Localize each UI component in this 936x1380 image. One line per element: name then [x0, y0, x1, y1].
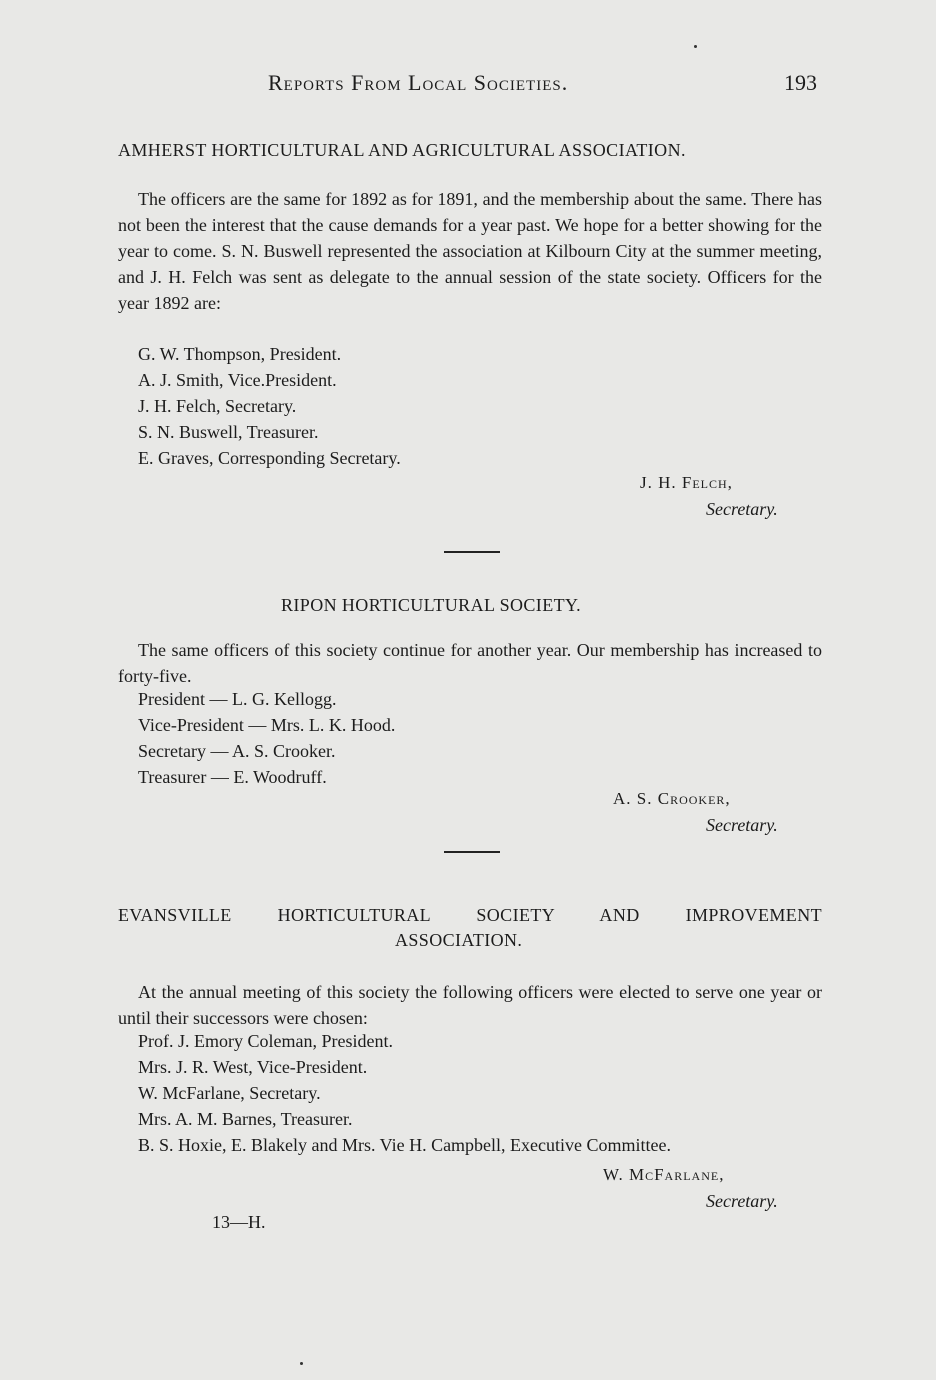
- officer-entry: A. J. Smith, Vice.President.: [138, 370, 337, 390]
- print-speck: [300, 1362, 303, 1365]
- officer-entry: S. N. Buswell, Treasurer.: [138, 422, 319, 442]
- signature-title: Secretary.: [706, 499, 778, 519]
- paragraph-text: The officers are the same for 1892 as for 1891, and the membership about the same. There has not been the interest that the cause demands for a year past. We hope for a better showing for the year to come. S. N. Buswell represented the association at Kilbourn City at the summer meeting, and J. H. Felch was sent as delegate to the annual session of the state society. Officers for the year 1892 are:: [118, 189, 822, 313]
- officer-list-evansville: [138, 1028, 671, 1158]
- officer-list-amherst: [138, 341, 401, 471]
- section-heading-ripon: RIPON HORTICULTURAL SOCIETY.: [281, 595, 581, 615]
- officer-entry: B. S. Hoxie, E. Blakely and Mrs. Vie H. Campbell, Executive Committee.: [138, 1135, 672, 1155]
- officer-entry: President — L. G. Kellogg.: [138, 689, 337, 709]
- signature-title: Secretary.: [706, 1191, 778, 1211]
- signature-title: Secretary.: [706, 815, 778, 835]
- officer-entry: J. H. Felch, Secretary.: [138, 396, 297, 416]
- officer-entry: Mrs. J. R. West, Vice-President.: [138, 1057, 368, 1077]
- section-paragraph-evansville: [118, 979, 822, 1031]
- section-heading-evansville-continued: ASSOCIATION.: [395, 930, 523, 950]
- running-head: Reports From Local Societies.: [268, 70, 569, 95]
- officer-entry: G. W. Thompson, President.: [138, 344, 342, 364]
- paragraph-text: The same officers of this society continue for another year. Our membership has increased to forty-five.: [118, 640, 822, 686]
- paragraph-text: At the annual meeting of this society the following officers were elected to serve one year or until their successors were chosen:: [118, 982, 822, 1028]
- section-heading-amherst: AMHERST HORTICULTURAL AND AGRICULTURAL ASSOCIATION.: [118, 140, 686, 160]
- section-divider: [444, 551, 500, 553]
- print-speck: [694, 45, 697, 48]
- officer-entry: Treasurer — E. Woodruff.: [138, 767, 327, 787]
- officer-list-ripon: [138, 686, 395, 790]
- signature-name: A. S. Crooker,: [613, 789, 731, 808]
- officer-entry: Vice-President — Mrs. L. K. Hood.: [138, 715, 396, 735]
- footer-signature-mark: 13—H.: [212, 1212, 266, 1232]
- section-paragraph-amherst: [118, 186, 822, 316]
- officer-entry: E. Graves, Corresponding Secretary.: [138, 448, 401, 468]
- signature-name: W. McFarlane,: [603, 1165, 725, 1184]
- section-paragraph-ripon: [118, 637, 822, 689]
- section-heading-evansville: EVANSVILLE HORTICULTURAL SOCIETY AND IMPROVEMENT: [118, 905, 822, 925]
- officer-entry: Secretary — A. S. Crooker.: [138, 741, 336, 761]
- signature-name: J. H. Felch,: [640, 473, 733, 492]
- section-divider: [444, 851, 500, 853]
- officer-entry: W. McFarlane, Secretary.: [138, 1083, 321, 1103]
- officer-entry: Mrs. A. M. Barnes, Treasurer.: [138, 1109, 353, 1129]
- page-number: 193: [784, 70, 817, 95]
- officer-entry: Prof. J. Emory Coleman, President.: [138, 1031, 393, 1051]
